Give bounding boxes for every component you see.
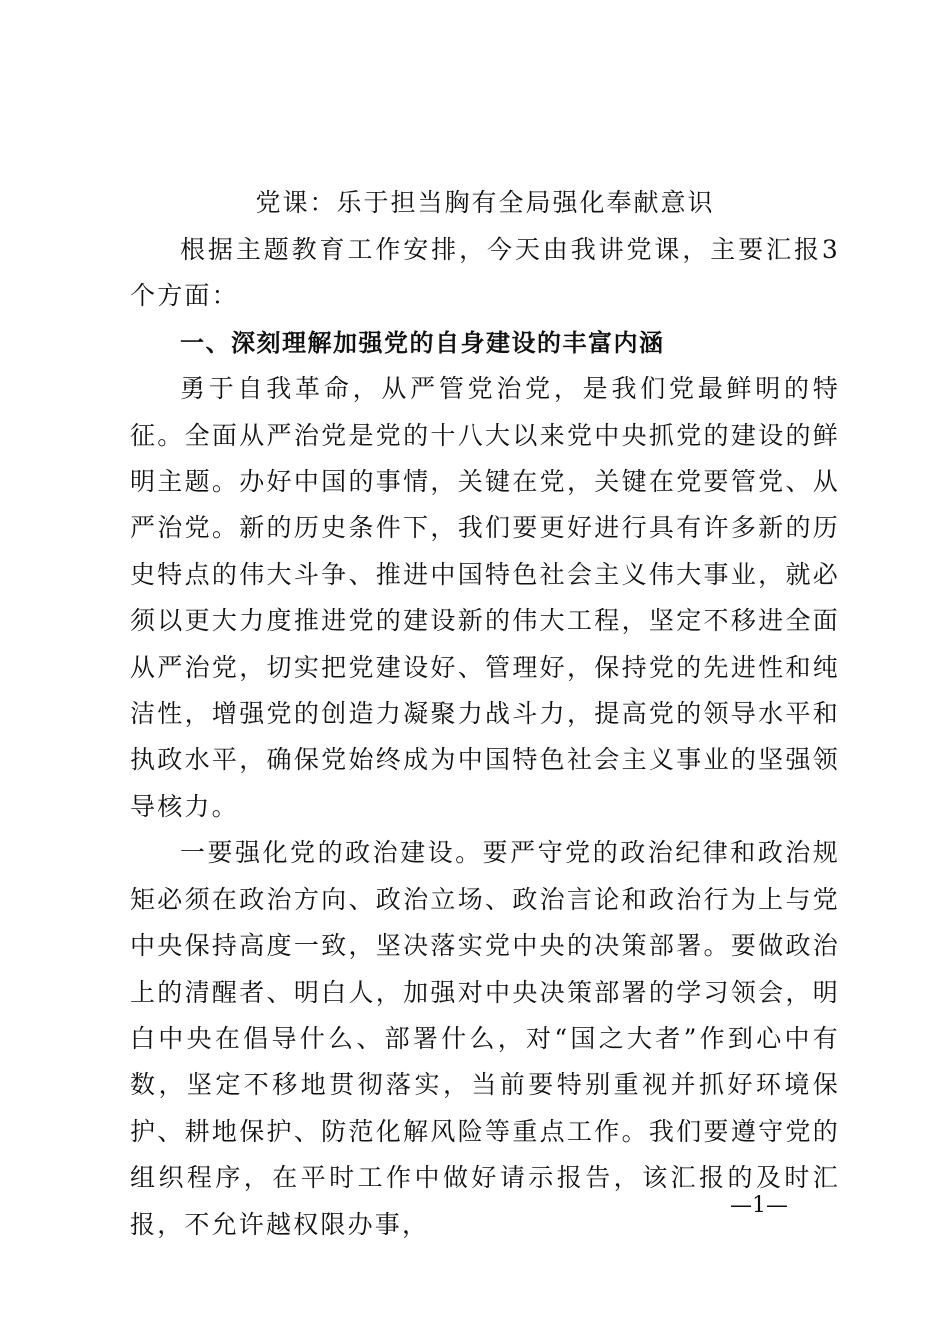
document-body bbox=[130, 227, 840, 1248]
body-paragraph-2: 一要强化党的政治建设。要严守党的政治纪律和政治规矩必须在政治方向、政治立场、政治言论和政治行为上与党中央保持高度一致，坚决落实党中央的决策部署。要做政治上的清醒者、明白人，加强对中央决策部署的学习领会，明白中央在倡导什么、部署什么，对“国之大者”作到心中有数，坚定不移地贯彻落实，当前要特别重视并抓好环境保护、耕地保护、防范化解风险等重点工作。我们要遵守党的组织程序，在平时工作中做好请示报告，该汇报的及时汇报，不允许越权限办事， bbox=[130, 838, 840, 1239]
document-title: 党课：乐于担当胸有全局强化奉献意识 bbox=[255, 188, 715, 217]
page-number: —1— bbox=[730, 1193, 788, 1218]
body-paragraph-1: 勇于自我革命，从严管党治党，是我们党最鲜明的特征。全面从严治党是党的十八大以来党中央抓党的建设的鲜明主题。办好中国的事情，关键在党，关键在党要管党、从严治党。新的历史条件下，我们要更好进行具有许多新的历史特点的伟大斗争、推进中国特色社会主义伟大事业，就必须以更大力度推进党的建设新的伟大工程，坚定不移进全面从严治党，切实把党建设好、管理好，保持党的先进性和纯洁性，增强党的创造力凝聚力战斗力，提高党的领导水平和执政水平，确保党始终成为中国特色社会主义事业的坚强领导核力。 bbox=[130, 374, 840, 821]
section-heading-1: 一、深刻理解加强党的自身建设的丰富内涵 bbox=[180, 328, 665, 357]
intro-paragraph: 根据主题教育工作安排，今天由我讲党课，主要汇报3个方面： bbox=[130, 235, 840, 311]
